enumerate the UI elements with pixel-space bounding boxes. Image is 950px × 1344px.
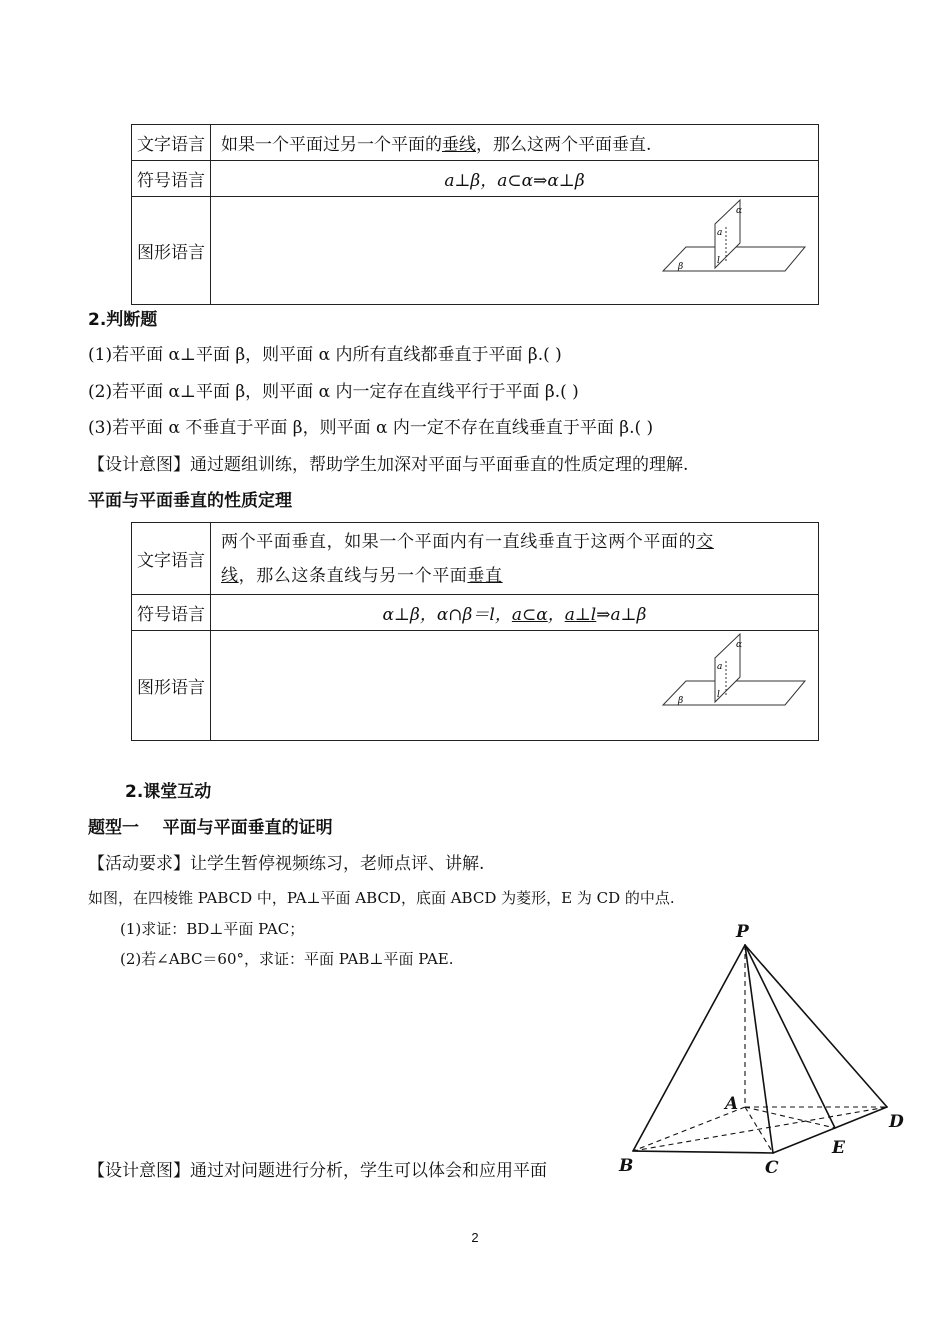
judge-item-1: (1)若平面 α⊥平面 β，则平面 α 内所有直线都垂直于平面 β.( ) — [88, 345, 562, 365]
edge-AC-hidden — [745, 1107, 773, 1153]
activity-requirement — [88, 852, 484, 876]
formula-underline: a⊥l — [564, 605, 597, 625]
judge-heading: 2.判断题 — [88, 310, 158, 330]
edge-CD — [773, 1107, 887, 1153]
text-part: ，那么这两个平面垂直. — [476, 135, 652, 155]
section-title: 2.课堂互动 — [125, 782, 212, 802]
problem-part-2: (2)若∠ABC＝60°，求证：平面 PAB⊥平面 PAE. — [120, 950, 454, 968]
formula-part: ⇒a⊥β — [596, 605, 647, 625]
plane-beta-edge-left — [663, 247, 720, 271]
label-a: a — [717, 228, 723, 238]
text-part: 两个平面垂直，如果一个平面内有一直线垂直于这两个平面的 — [221, 531, 697, 552]
text-underline: 线 — [221, 565, 239, 586]
edge-BC — [633, 1151, 773, 1153]
label-l: l — [717, 690, 720, 700]
edge-BD-hidden — [633, 1107, 887, 1151]
formula-underline: a⊂α — [511, 605, 548, 625]
table1-label-symbol: 符号语言 — [132, 161, 211, 197]
judge-item-3: (3)若平面 α 不垂直于平面 β，则平面 α 内一定不存在直线垂直于平面 β.( ) — [88, 418, 654, 438]
text-part: 如果一个平面过另一个平面的 — [221, 135, 442, 155]
label-alpha: α — [736, 640, 743, 650]
text-part: ，那么这条直线与另一个平面 — [238, 565, 468, 586]
design-text: 通过对问题进行分析，学生可以体会和应用平面 — [190, 1161, 547, 1181]
theorem-title: 平面与平面垂直的性质定理 — [88, 491, 292, 511]
table-theorem — [131, 522, 819, 741]
design-text: 通过题组训练，帮助学生加深对平面与平面垂直的性质定理的理解. — [190, 455, 689, 475]
edge-PC — [745, 945, 773, 1153]
text-underline: 垂直 — [467, 565, 503, 586]
table2-text-cell — [211, 523, 819, 595]
table2-label-figure: 图形语言 — [132, 631, 211, 741]
text-underline: 垂线 — [442, 135, 476, 155]
section-subtitle: 题型一 平面与平面垂直的证明 — [88, 818, 333, 838]
vertex-A: A — [725, 1094, 739, 1114]
design-intent-1 — [88, 453, 688, 477]
activity-text: 让学生暂停视频练习，老师点评、讲解. — [190, 854, 485, 874]
problem-part-1: (1)求证：BD⊥平面 PAC； — [120, 920, 305, 938]
activity-tag: 【活动要求】 — [88, 854, 190, 874]
label-l: l — [717, 256, 720, 266]
label-alpha: α — [736, 206, 743, 216]
table1-figure-cell — [211, 197, 819, 305]
table1-label-figure: 图形语言 — [132, 197, 211, 305]
edge-AE-hidden — [745, 1107, 835, 1128]
edge-PB — [633, 945, 745, 1151]
vertex-B: B — [619, 1156, 634, 1176]
table2-figure-cell — [211, 631, 819, 741]
vertex-D: D — [889, 1112, 904, 1132]
vertex-C: C — [765, 1158, 779, 1178]
label-a: a — [717, 662, 723, 672]
vertex-P: P — [736, 922, 749, 942]
table-definition — [131, 124, 819, 305]
table1-text-cell — [211, 125, 819, 161]
formula-part: α⊥β，α∩β＝l， — [382, 605, 512, 625]
perpendicular-planes-diagram-2 — [210, 631, 898, 741]
design-intent-2 — [88, 1159, 547, 1183]
label-beta: β — [678, 696, 684, 706]
table2-label-text: 文字语言 — [132, 523, 211, 595]
judge-item-2: (2)若平面 α⊥平面 β，则平面 α 内一定存在直线平行于平面 β.( ) — [88, 382, 579, 402]
vertex-E: E — [832, 1138, 845, 1158]
table1-label-text: 文字语言 — [132, 125, 211, 161]
table2-formula — [211, 595, 819, 631]
table2-label-symbol: 符号语言 — [132, 595, 211, 631]
perpendicular-planes-diagram — [210, 197, 898, 305]
page-number: 2 — [471, 1230, 479, 1245]
edge-PE — [745, 945, 835, 1128]
edge-PD — [745, 945, 887, 1107]
design-tag: 【设计意图】 — [88, 455, 190, 475]
design-tag: 【设计意图】 — [88, 1161, 190, 1181]
pyramid-figure — [615, 915, 915, 1185]
text-underline: 交 — [696, 531, 714, 552]
table1-formula: a⊥β，a⊂α⇒α⊥β — [211, 161, 819, 197]
formula-part: ， — [547, 605, 565, 625]
problem-statement: 如图，在四棱锥 PABCD 中，PA⊥平面 ABCD，底面 ABCD 为菱形，E 为 CD 的中点. — [88, 889, 675, 907]
plane-beta-edge — [686, 247, 805, 271]
label-beta: β — [678, 262, 684, 272]
